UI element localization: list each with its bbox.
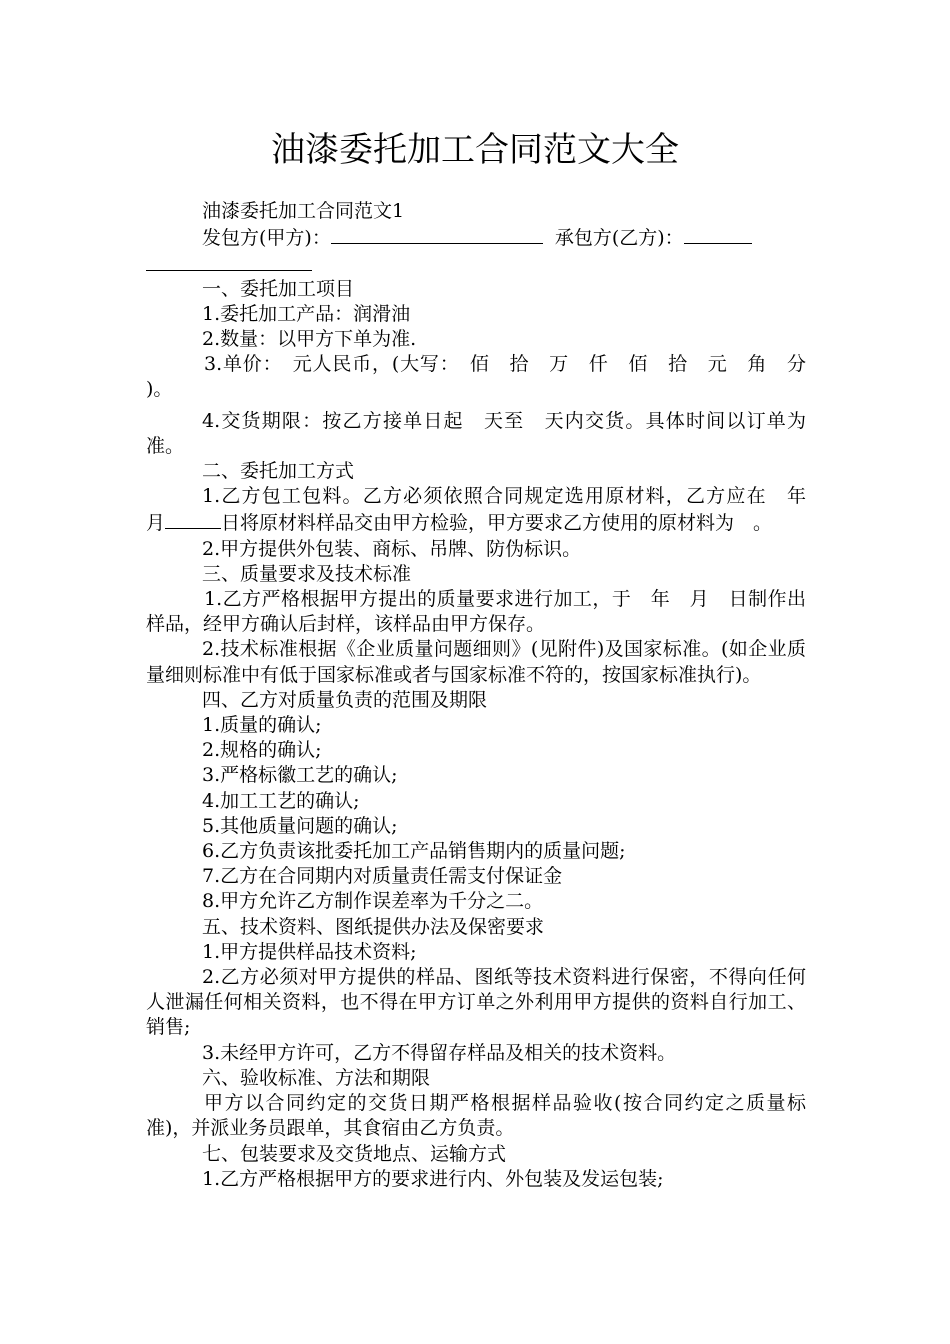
document-title: 油漆委托加工合同范文大全 — [271, 130, 679, 170]
clause: 7.乙方在合同期内对质量责任需支付保证金 — [202, 865, 563, 888]
section-heading: 五、技术资料、图纸提供办法及保密要求 — [202, 915, 545, 938]
clause: 2.乙方必须对甲方提供的样品、图纸等技术资料进行保密，不得向任何人泄漏任何相关资料，也不得在甲方订单之外利用甲方提供的资料自行加工、销售; — [146, 966, 806, 1039]
section-heading: 六、验收标准、方法和期限 — [202, 1066, 431, 1089]
party-a-blank — [331, 224, 543, 244]
clause: 2.甲方提供外包装、商标、吊牌、防伪标识。 — [202, 537, 582, 560]
section-heading: 一、委托加工项目 — [202, 277, 355, 300]
clause: 3.严格标徽工艺的确认; — [202, 764, 398, 787]
clause: 4.交货期限：按乙方接单日起 天至 天内交货。具体时间以订单为准。 — [146, 409, 806, 457]
clause: 甲方以合同约定的交货日期严格根据样品验收(按合同约定之质量标准)，并派业务员跟单，其食宿由乙方负责。 — [146, 1092, 806, 1140]
clause: 6.乙方负责该批委托加工产品销售期内的质量问题; — [202, 840, 626, 863]
clause: )。 — [146, 378, 173, 401]
clause: 5.其他质量问题的确认; — [202, 814, 398, 837]
clause: 2.规格的确认; — [202, 739, 322, 762]
section-heading: 七、包装要求及交货地点、运输方式 — [202, 1142, 507, 1165]
clause: 8.甲方允许乙方制作误差率为千分之二。 — [202, 890, 544, 913]
party-b-blank — [684, 224, 752, 244]
section-heading: 三、质量要求及技术标准 — [202, 562, 412, 585]
section-heading: 四、乙方对质量负责的范围及期限 — [202, 688, 488, 711]
clause: 1.乙方严格根据甲方提出的质量要求进行加工，于 年 月 日制作出样品，经甲方确认后封样，该样品由甲方保存。 — [146, 588, 806, 636]
clause: 1.质量的确认; — [202, 714, 322, 737]
party-b-label: 承包方(乙方)： — [554, 227, 684, 250]
clause: 3.单价： 元人民币，(大写： 佰 拾 万 仟 佰 拾 元 角 分 — [204, 353, 806, 376]
clause: 1.委托加工产品：润滑油 — [202, 302, 411, 325]
clause: 2.数量：以甲方下单为准. — [202, 328, 417, 350]
clause: 1.乙方包工包料。乙方必须依照合同规定选用原材料，乙方应在 年 月 日将原材料样品交由甲方检验，甲方要求乙方使用的原材料为 。 — [146, 485, 826, 535]
month-blank — [165, 509, 221, 529]
parties-line — [146, 224, 806, 251]
party-b-blank-cont — [146, 251, 806, 276]
clause: 4.加工工艺的确认; — [202, 789, 360, 812]
contract-subtitle: 油漆委托加工合同范文1 — [202, 200, 405, 222]
clause: 2.技术标准根据《企业质量问题细则》(见附件)及国家标准。(如企业质量细则标准中有低于国家标准或者与国家标准不符的，按国家标准执行)。 — [146, 638, 806, 686]
document-body — [146, 199, 826, 1192]
section-heading: 二、委托加工方式 — [202, 460, 355, 483]
clause: 1.乙方严格根据甲方的要求进行内、外包装及发运包装; — [202, 1167, 664, 1190]
clause: 3.未经甲方许可，乙方不得留存样品及相关的技术资料。 — [202, 1041, 677, 1064]
party-a-label: 发包方(甲方)： — [202, 227, 331, 250]
clause: 1.甲方提供样品技术资料; — [202, 940, 417, 963]
